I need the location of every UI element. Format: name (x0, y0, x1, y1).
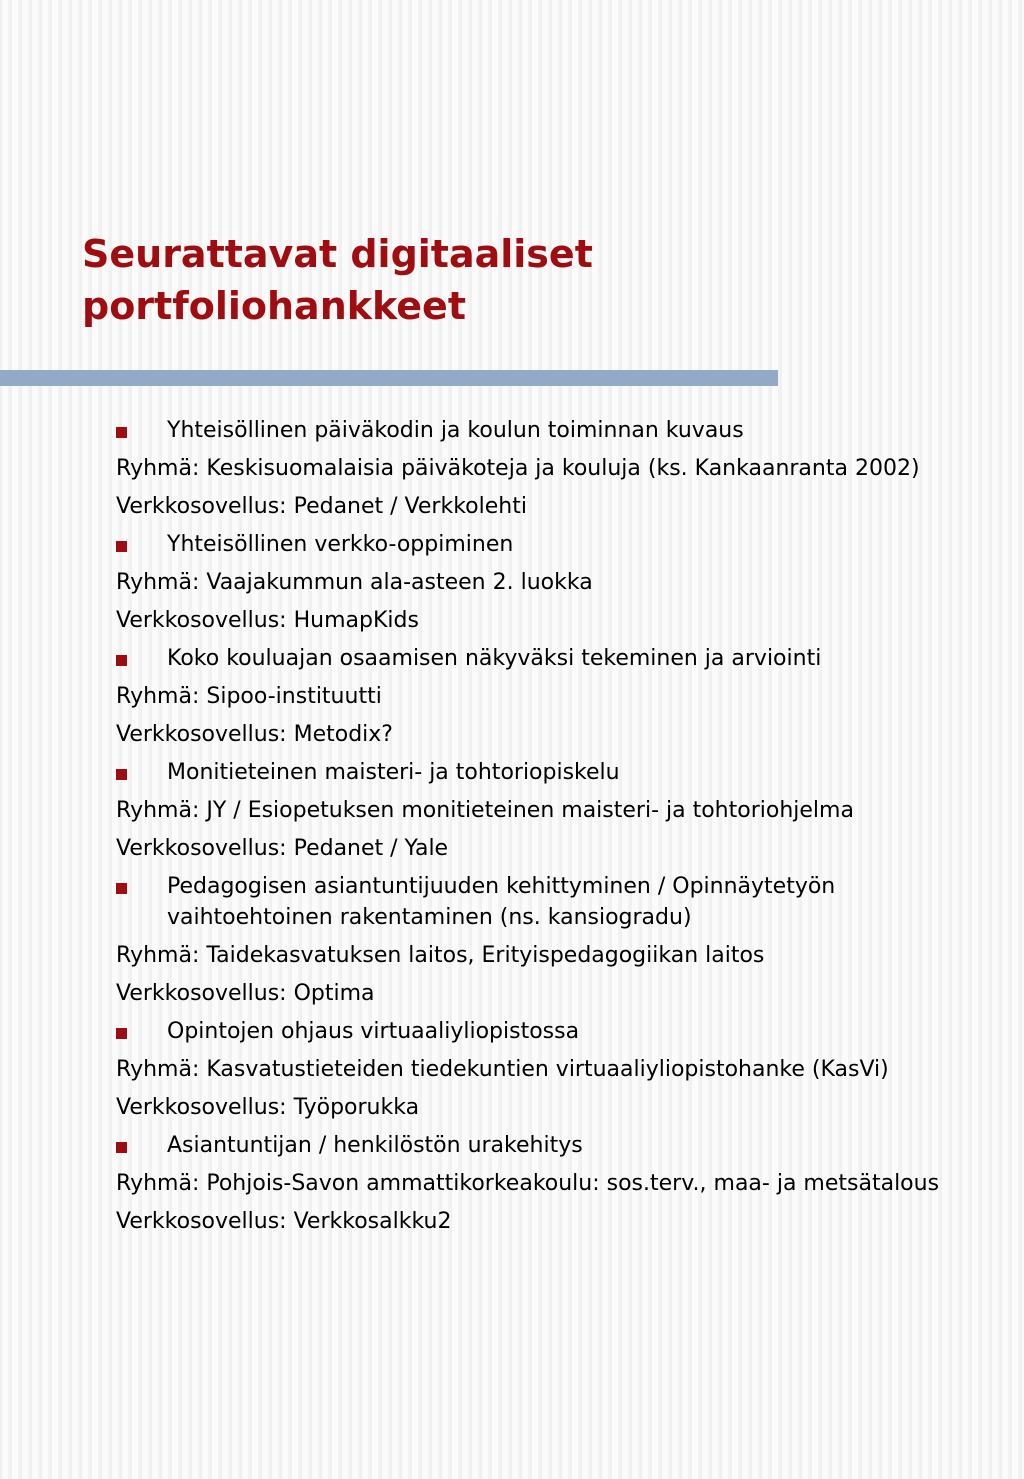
item-text: Yhteisöllinen verkko-oppiminen (167, 532, 514, 557)
square-bullet-icon (116, 883, 127, 894)
list-item (116, 940, 1006, 971)
title-divider (0, 370, 778, 386)
item-text: Verkkosovellus: Pedanet / Verkkolehti (116, 494, 527, 519)
list-item (116, 453, 1006, 484)
list-item (116, 978, 1006, 1009)
list-item (116, 871, 1006, 933)
item-text: Ryhmä: Taidekasvatuksen laitos, Erityispedagogiikan laitos (116, 943, 765, 968)
item-text: Verkkosovellus: Metodix? (116, 722, 393, 747)
item-text: Pedagogisen asiantuntijuuden kehittyminen / Opinnäytetyön vaihtoehtoinen rakentaminen (ns. kansiogradu) (167, 874, 836, 930)
item-text: Ryhmä: Vaajakummun ala-asteen 2. luokka (116, 570, 593, 595)
list-item (116, 567, 1006, 598)
list-item (116, 643, 1006, 674)
list-item (116, 795, 1006, 826)
list-item (116, 1016, 1006, 1047)
list-item (116, 491, 1006, 522)
list-item (116, 1130, 1006, 1161)
project-list (116, 415, 1006, 1244)
item-text: Verkkosovellus: Työporukka (116, 1095, 420, 1120)
list-item (116, 757, 1006, 788)
title-line-1: Seurattavat digitaaliset (82, 232, 593, 276)
list-item (116, 1092, 1006, 1123)
title-line-2: portfoliohankkeet (82, 284, 466, 328)
item-text: Yhteisöllinen päiväkodin ja koulun toiminnan kuvaus (167, 418, 744, 443)
list-item (116, 529, 1006, 560)
square-bullet-icon (116, 1028, 127, 1039)
square-bullet-icon (116, 541, 127, 552)
item-text: Monitieteinen maisteri- ja tohtoriopiskelu (167, 760, 620, 785)
list-item (116, 719, 1006, 750)
item-text: Opintojen ohjaus virtuaaliyliopistossa (167, 1019, 580, 1044)
list-item (116, 415, 1006, 446)
page-title (82, 228, 982, 332)
item-text: Verkkosovellus: HumapKids (116, 608, 419, 633)
item-text: Koko kouluajan osaamisen näkyväksi tekeminen ja arviointi (167, 646, 822, 671)
list-item (116, 1054, 1006, 1085)
square-bullet-icon (116, 1142, 127, 1153)
square-bullet-icon (116, 655, 127, 666)
item-text: Ryhmä: Pohjois-Savon ammattikorkeakoulu: sos.terv., maa- ja metsätalous (116, 1171, 940, 1196)
list-item (116, 681, 1006, 712)
item-text: Ryhmä: JY / Esiopetuksen monitieteinen maisteri- ja tohtoriohjelma (116, 798, 854, 823)
item-text: Verkkosovellus: Pedanet / Yale (116, 836, 449, 861)
item-text: Verkkosovellus: Optima (116, 981, 375, 1006)
item-text: Verkkosovellus: Verkkosalkku2 (116, 1209, 452, 1234)
list-item (116, 1206, 1006, 1237)
list-item (116, 605, 1006, 636)
square-bullet-icon (116, 769, 127, 780)
square-bullet-icon (116, 427, 127, 438)
item-text: Asiantuntijan / henkilöstön urakehitys (167, 1133, 583, 1158)
item-text: Ryhmä: Sipoo-instituutti (116, 684, 382, 709)
list-item (116, 833, 1006, 864)
list-item (116, 1168, 1006, 1199)
item-text: Ryhmä: Keskisuomalaisia päiväkoteja ja kouluja (ks. Kankaanranta 2002) (116, 456, 920, 481)
item-text: Ryhmä: Kasvatustieteiden tiedekuntien virtuaaliyliopistohanke (KasVi) (116, 1057, 889, 1082)
